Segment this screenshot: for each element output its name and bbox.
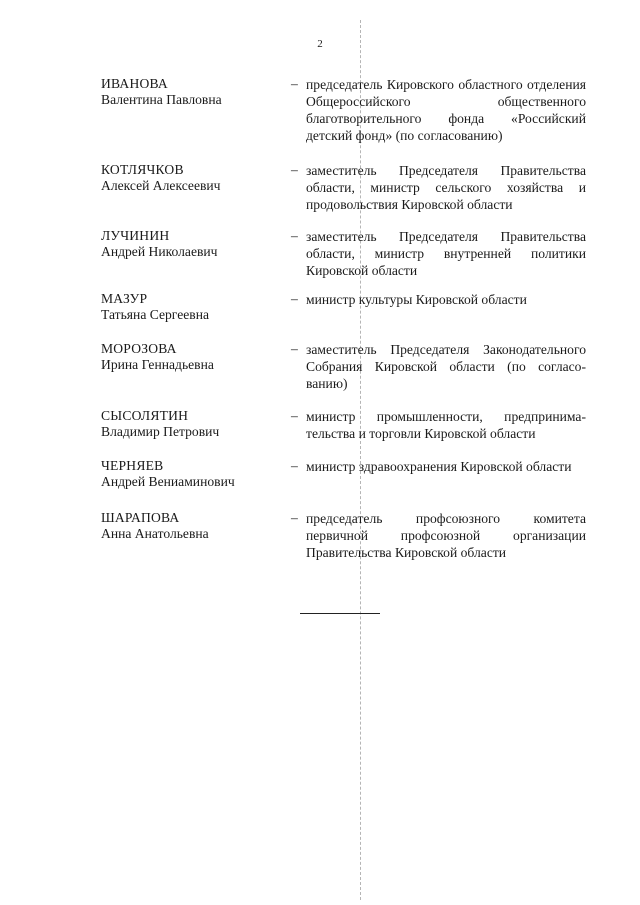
member-given-name: Анна Анатольевна	[101, 526, 209, 542]
member-role: заместитель Председателя Правительства области, министр внутренней политики Кировской области	[306, 229, 586, 278]
member-surname: КОТЛЯЧКОВ	[101, 162, 184, 177]
member-role: министр промышленности, предпринимательства и торговли Кировской области	[306, 409, 586, 441]
page-number: 2	[317, 38, 323, 50]
member-name	[101, 510, 286, 543]
member-surname: ИВАНОВА	[101, 76, 168, 91]
member-name	[101, 291, 286, 324]
dash: –	[291, 341, 298, 356]
member-role: заместитель Председателя Правительства области, министр сельского хозяйства и продовольствия Кировской области	[306, 163, 586, 212]
member-given-name: Ирина Геннадьевна	[101, 357, 214, 373]
member-surname: ЛУЧИНИН	[101, 228, 170, 243]
dash: –	[291, 458, 298, 473]
member-surname: ШАРАПОВА	[101, 510, 180, 525]
member-given-name: Алексей Алексеевич	[101, 178, 221, 194]
member-surname: ЧЕРНЯЕВ	[101, 458, 164, 473]
member-name	[101, 228, 286, 261]
member-role: председатель Кировского областного отделения Общероссийского общественного благотворительного фонда «Российский детский фонд» (по согласованию)	[306, 77, 586, 143]
member-name	[101, 341, 286, 374]
member-given-name: Андрей Николаевич	[101, 244, 218, 260]
member-name	[101, 458, 286, 491]
member-name	[101, 76, 286, 109]
member-given-name: Андрей Вениаминович	[101, 474, 235, 490]
member-name	[101, 408, 286, 441]
dash: –	[291, 291, 298, 306]
member-role: председатель профсоюзного комитета первичной профсоюзной организации Правительства Кировской области	[306, 511, 586, 560]
member-given-name: Татьяна Сергеевна	[101, 307, 209, 323]
dash: –	[291, 162, 298, 177]
member-given-name: Владимир Петрович	[101, 424, 220, 440]
member-surname: МАЗУР	[101, 291, 148, 306]
member-surname: МОРОЗОВА	[101, 341, 177, 356]
dash: –	[291, 510, 298, 525]
dash: –	[291, 228, 298, 243]
member-role: заместитель Председателя Законодательного Собрания Кировской области (по согласованию)	[306, 342, 586, 391]
closing-separator-line	[300, 613, 380, 614]
member-surname: СЫСОЛЯТИН	[101, 408, 189, 423]
member-name	[101, 162, 286, 195]
member-given-name: Валентина Павловна	[101, 92, 222, 108]
dash: –	[291, 76, 298, 91]
dash: –	[291, 408, 298, 423]
member-role: министр культуры Кировской области	[306, 292, 527, 307]
member-role: министр здравоохранения Кировской области	[306, 459, 572, 474]
